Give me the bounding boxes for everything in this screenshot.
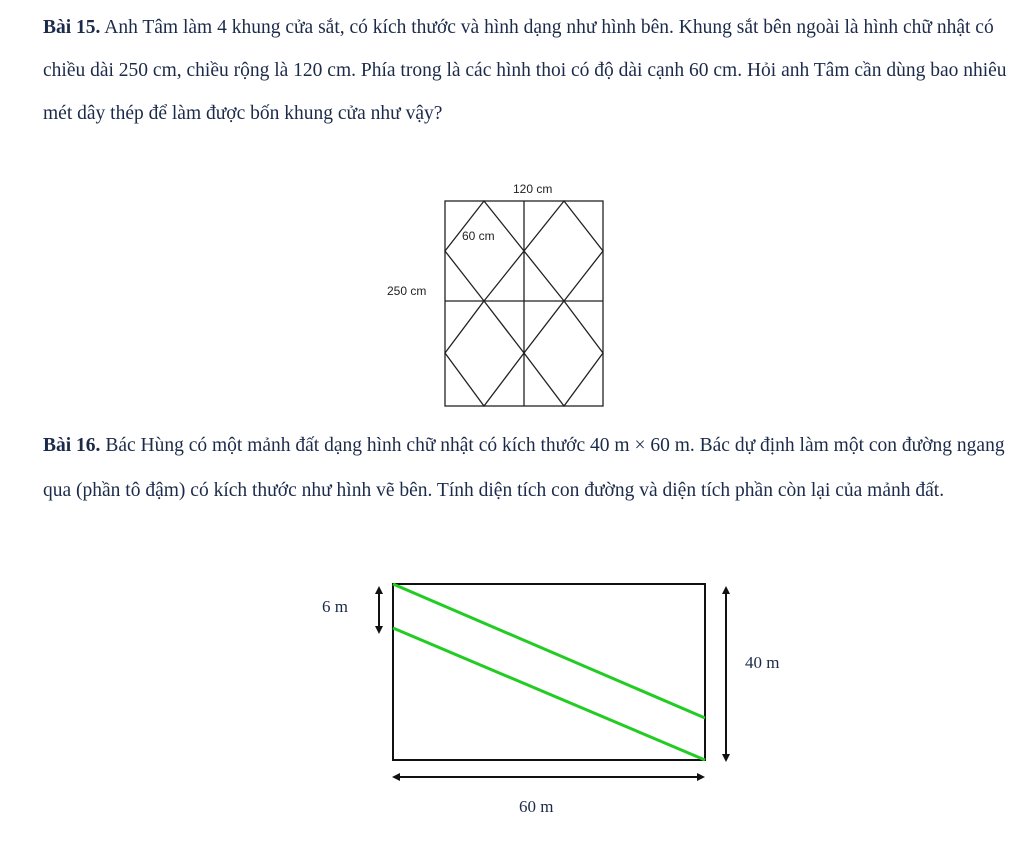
plot-dimensions-math: 40 m × 60 m — [590, 435, 690, 456]
land-plot-figure — [310, 575, 790, 820]
window-frame-figure — [380, 178, 620, 410]
problem-15-text — [43, 6, 1018, 135]
problem-15-body: Anh Tâm làm 4 khung cửa sắt, có kích thước và hình dạng như hình bên. Khung sắt bên ngoài là hình chữ nhật có chiều dài 250 cm, chiều rộng là 120 cm. Phía trong là các hình thoi có độ dài cạnh 60 cm. Hỏi anh Tâm cần dùng bao nhiêu mét dây thép để làm được bốn khung cửa như vậy? — [43, 17, 1007, 124]
plot-height-label: 40 m — [745, 653, 780, 672]
road-width-label: 6 m — [322, 597, 348, 616]
frame-width-label: 120 cm — [513, 182, 553, 196]
road-edge-top — [393, 584, 705, 718]
land-plot-rect — [393, 584, 705, 760]
problem-15-number: Bài 15. — [43, 17, 101, 38]
rhombus-side-label: 60 cm — [462, 229, 495, 243]
problem-16-body-start: Bác Hùng có một mảnh đất dạng hình chữ nhật có kích thước — [105, 435, 591, 456]
frame-height-label: 250 cm — [387, 284, 427, 298]
problem-16-text — [43, 423, 1018, 513]
plot-width-label: 60 m — [519, 797, 554, 816]
problem-16-number: Bài 16. — [43, 435, 101, 456]
road-edge-bottom — [393, 628, 705, 760]
problem-16-body-end: . Bác dự định làm một con đường ngang qua (phần tô đậm) có kích thước như hình vẽ bên. Tính diện tích con đường và diện tích phần còn lại của mảnh đất. — [43, 435, 1005, 501]
